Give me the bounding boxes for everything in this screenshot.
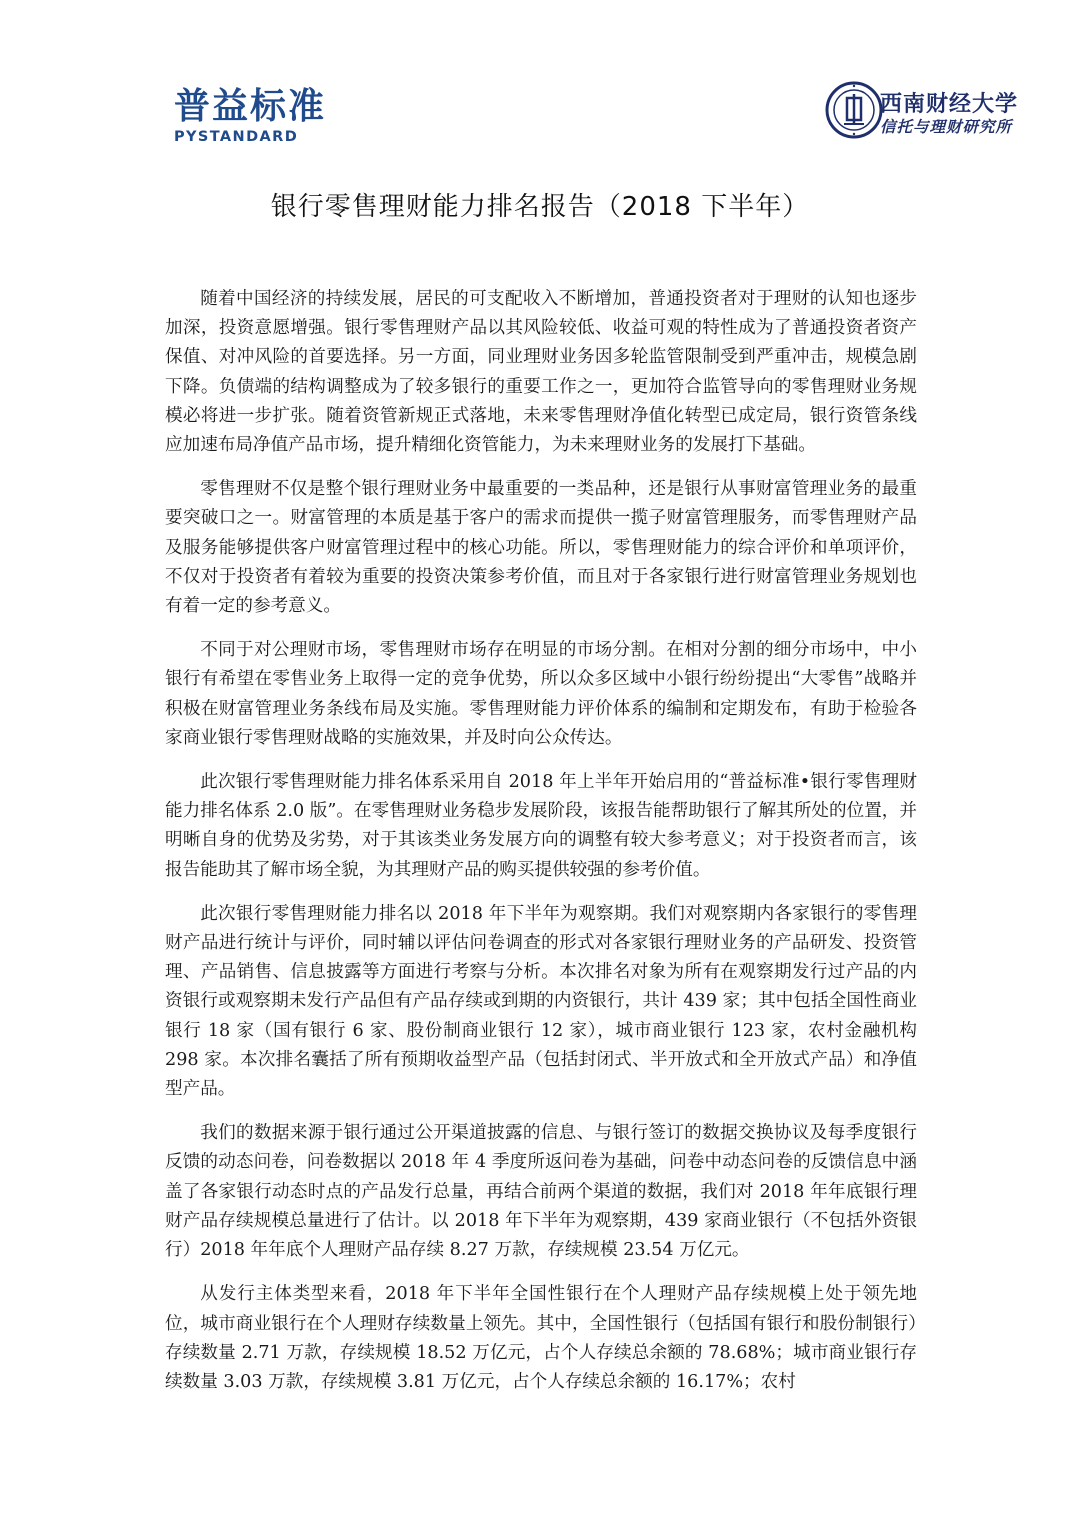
paragraph: 随着中国经济的持续发展，居民的可支配收入不断增加，普通投资者对于理财的认知也逐步加深，投资意愿增强。银行零售理财产品以其风险较低、收益可观的特性成为了普通投资者资产保值、对冲风险的首要选择。另一方面，同业理财业务因多轮监管限制受到严重冲击，规模急剧下降。负债端的结构调整成为了较多银行的重要工作之一，更加符合监管导向的零售理财业务规模必将进一步扩张。随着资管新规正式落地，未来零售理财净值化转型已成定局，银行资管条线应加速布局净值产品市场，提升精细化资管能力，为未来理财业务的发展打下基础。: [165, 289, 917, 456]
university-seal-icon: [824, 80, 884, 140]
pystandard-logo-cn: 普益标准: [174, 86, 327, 127]
university-name: 西南财经大学: [880, 91, 1019, 117]
paragraph: 此次银行零售理财能力排名体系采用自 2018 年上半年开始启用的“普益标准•银行零售理财能力排名体系 2.0 版”。在零售理财业务稳步发展阶段，该报告能帮助银行了解其所处的位置，并明晰自身的优势及劣势，对于其该类业务发展方向的调整有较大参考意义；对于投资者而言，该报告能助其了解市场全貌，为其理财产品的购买提供较强的参考价值。: [165, 772, 917, 880]
report-body: [165, 285, 917, 1412]
swufe-logo: [824, 80, 1019, 150]
paragraph: 从发行主体类型来看，2018 年下半年全国性银行在个人理财产品存续规模上处于领先地位，城市商业银行在个人理财存续数量上领先。其中，全国性银行（包括国有银行和股份制银行）存续数量 2.71 万款，存续规模 18.52 万亿元，占个人存续总余额的 78.68%；城市商业银行存续数量 3.03 万款，存续规模 3.81 万亿元，占个人存续总余额的 16.17%；农村: [165, 1284, 917, 1392]
paragraph: 我们的数据来源于银行通过公开渠道披露的信息、与银行签订的数据交换协议及每季度银行反馈的动态问卷，问卷数据以 2018 年 4 季度所返问卷为基础，问卷中动态问卷的反馈信息中涵盖了各家银行动态时点的产品发行总量，再结合前两个渠道的数据，我们对 2018 年年底银行理财产品存续规模总量进行了估计。以 2018 年下半年为观察期，439 家商业银行（不包括外资银行）2018 年年底个人理财产品存续 8.27 万款，存续规模 23.54 万亿元。: [165, 1123, 917, 1261]
paragraph: 此次银行零售理财能力排名以 2018 年下半年为观察期。我们对观察期内各家银行的零售理财产品进行统计与评价，同时辅以评估问卷调查的形式对各家银行理财业务的产品研发、投资管理、产品销售、信息披露等方面进行考察与分析。本次排名对象为所有在观察期发行过产品的内资银行或观察期未发行产品但有产品存续或到期的内资银行，共计 439 家；其中包括全国性商业银行 18 家（国有银行 6 家、股份制商业银行 12 家），城市商业银行 123 家，农村金融机构 298 家。本次排名囊括了所有预期收益型产品（包括封闭式、半开放式和全开放式产品）和净值型产品。: [165, 903, 917, 1100]
pystandard-logo: [174, 88, 326, 146]
pystandard-logo-en: PYSTANDARD: [174, 129, 299, 145]
paragraph: 零售理财不仅是整个银行理财业务中最重要的一类品种，还是银行从事财富管理业务的最重要突破口之一。财富管理的本质是基于客户的需求而提供一揽子财富管理服务，而零售理财产品及服务能够提供客户财富管理过程中的核心功能。所以，零售理财能力的综合评价和单项评价，不仅对于投资者有着较为重要的投资决策参考价值，而且对于各家银行进行财富管理业务规划也有着一定的参考意义。: [165, 479, 917, 617]
paragraph: 不同于对公理财市场，零售理财市场存在明显的市场分割。在相对分割的细分市场中，中小银行有希望在零售业务上取得一定的竞争优势，所以众多区域中小银行纷纷提出“大零售”战略并积极在财富管理业务条线布局及实施。零售理财能力评价体系的编制和定期发布，有助于检验各家商业银行零售理财战略的实施效果，并及时向公众传达。: [165, 640, 917, 748]
report-title: 银行零售理财能力排名报告（2018 下半年）: [270, 192, 810, 222]
page-header: [0, 0, 1080, 150]
institute-name: 信托与理财研究所: [880, 117, 1013, 136]
